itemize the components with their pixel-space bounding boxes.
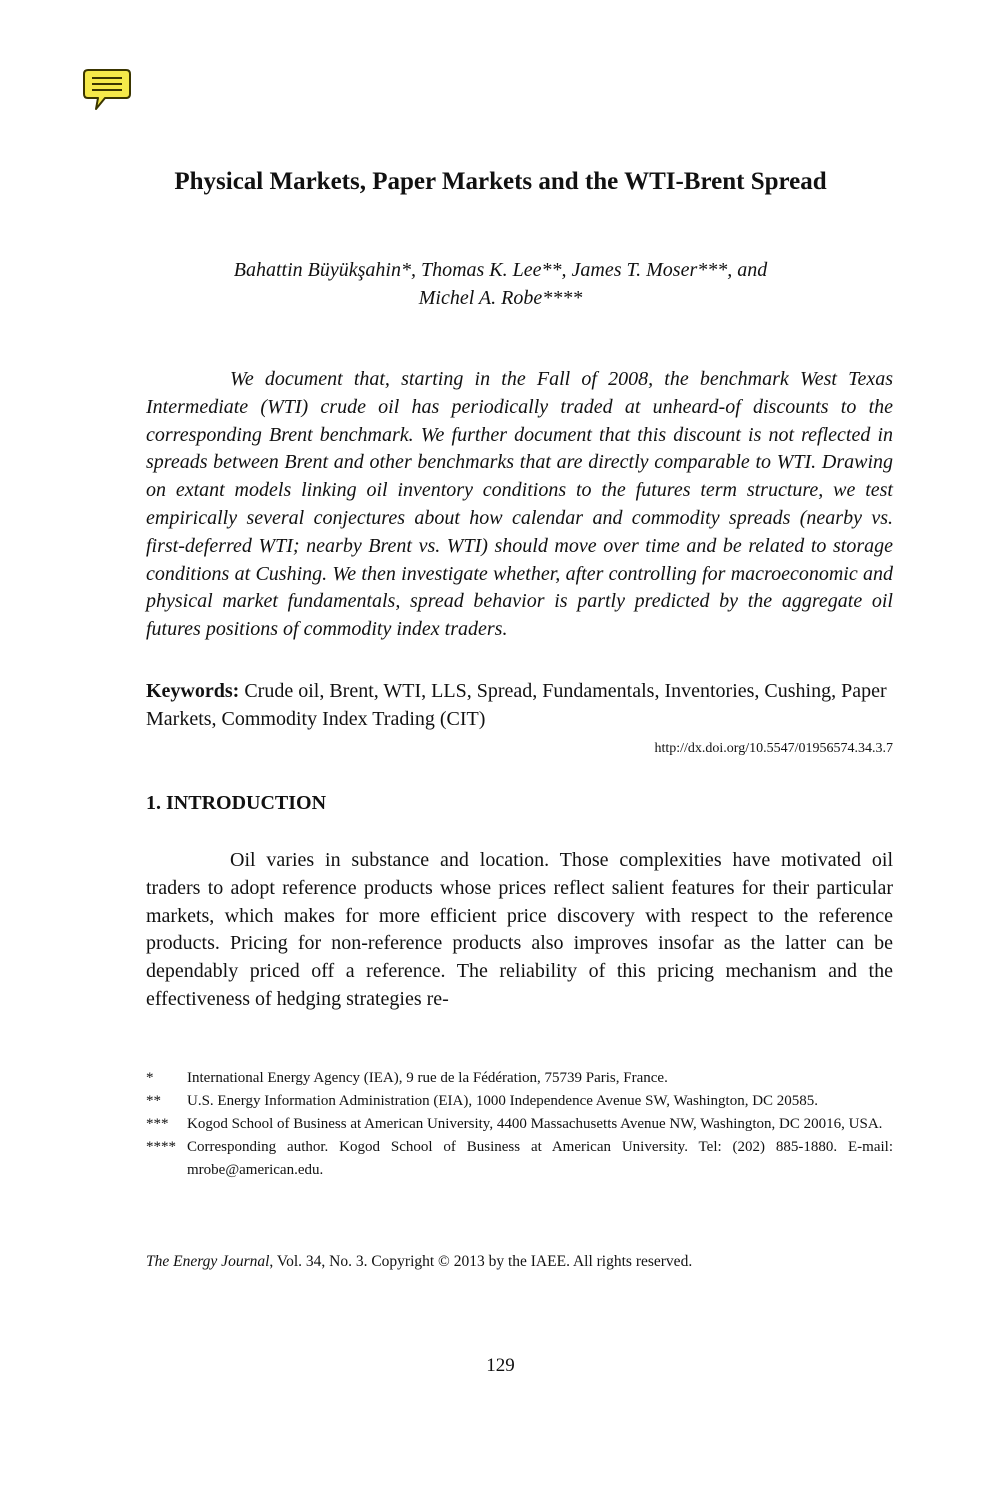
author-line-2: Michel A. Robe****: [418, 287, 583, 309]
paper-title: Physical Markets, Paper Markets and the WTI-Brent Spread: [174, 168, 827, 195]
footnote-text: Kogod School of Business at American University, 4400 Massachusetts Avenue NW, Washington, DC 20016, USA.: [187, 1116, 883, 1132]
footnote-mark: *: [146, 1070, 154, 1086]
author-list: [0, 256, 1001, 312]
journal-citation: [146, 1253, 893, 1271]
page-number: 129: [486, 1355, 515, 1376]
keywords: [146, 677, 893, 733]
introduction-paragraph: Oil varies in substance and location. Those complexities have motivated oil traders to adopt reference products whose prices reflect salient features for their particular markets, which makes for more efficient price discovery with respect to the reference products. Pricing for non-reference products also improves insofar as the latter can be dependably priced off a reference. The reliability of this pricing mechanism and the effectiveness of hedging strategies re-: [146, 849, 893, 1010]
footnotes: [146, 1067, 893, 1182]
abstract-text: We document that, starting in the Fall of 2008, the benchmark West Texas Intermediate (WTI) crude oil has periodically traded at unheard-of discounts to the corresponding Brent benchmark. We further document that this discount is not reflected in spreads between Brent and other benchmarks that are directly comparable to WTI. Drawing on extant models linking oil inventory conditions to the futures term structure, we test empirically several conjectures about how calendar and commodity spreads (nearby vs. first-deferred WTI; nearby Brent vs. WTI) should move over time and be related to storage conditions at Cushing. We then investigate whether, after controlling for macroeconomic and physical market fundamentals, spread behavior is partly predicted by the aggregate oil futures positions of commodity index traders.: [146, 368, 893, 641]
footnote: [146, 1067, 893, 1090]
section-heading-introduction: 1. INTRODUCTION: [146, 792, 327, 814]
keywords-label: Keywords:: [146, 680, 240, 702]
doi-link[interactable]: http://dx.doi.org/10.5547/01956574.34.3.7: [654, 741, 893, 756]
footnote: [146, 1090, 893, 1113]
footnote-mark: ****: [146, 1139, 176, 1155]
footnote: [146, 1113, 893, 1136]
footnote-mark: **: [146, 1093, 161, 1109]
keywords-text: Crude oil, Brent, WTI, LLS, Spread, Fundamentals, Inventories, Cushing, Paper Markets, Commodity Index Trading (CIT): [146, 680, 887, 730]
footnote-text: International Energy Agency (IEA), 9 rue de la Fédération, 75739 Paris, France.: [187, 1070, 668, 1086]
footnote-mark: ***: [146, 1116, 169, 1132]
footnote: [146, 1136, 893, 1182]
abstract: [146, 366, 893, 644]
author-line-1: Bahattin Büyükşahin*, Thomas K. Lee**, James T. Moser***, and: [233, 259, 768, 281]
footnote-text: U.S. Energy Information Administration (EIA), 1000 Independence Avenue SW, Washington, DC 20585.: [187, 1093, 819, 1109]
journal-name: The Energy Journal: [146, 1253, 270, 1270]
comment-note-icon[interactable]: [83, 68, 131, 112]
journal-details: , Vol. 34, No. 3. Copyright © 2013 by the IAEE. All rights reserved.: [269, 1253, 693, 1270]
footnote-text: Corresponding author. Kogod School of Business at American University. Tel: (202) 885-1880. E-mail: mrobe@american.edu.: [187, 1139, 893, 1178]
